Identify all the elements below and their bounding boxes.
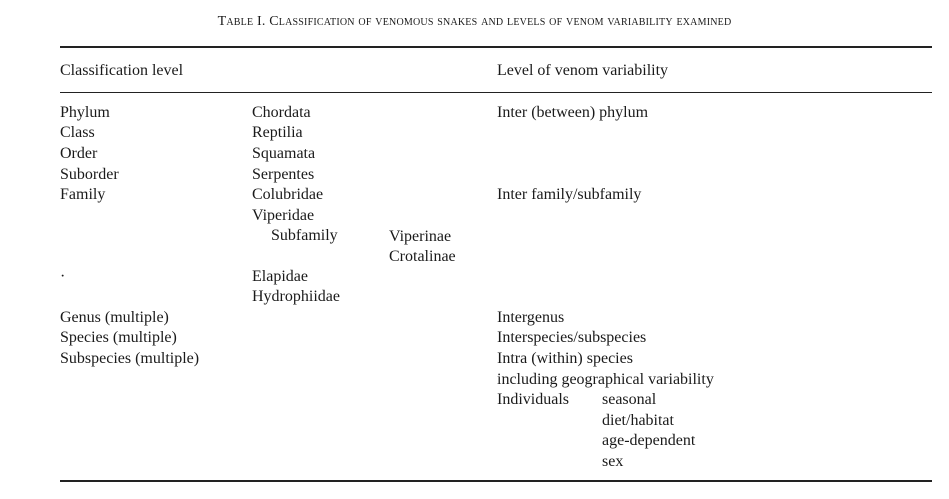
level-subspecies: Subspecies (multiple): [60, 350, 200, 367]
taxon-viperidae: Viperidae: [252, 207, 315, 224]
taxon-chordata: Chordata: [252, 104, 311, 121]
level-family: Family: [60, 186, 106, 203]
level-genus: Genus (multiple): [60, 309, 169, 326]
variability-intra: Intra (within) species: [497, 350, 633, 367]
variability-phylum: Inter (between) phylum: [497, 104, 649, 121]
taxon-hydrophiidae: Hydrophiidae: [252, 288, 340, 305]
speck-mark: ·: [60, 268, 66, 285]
header-venom-variability: Level of venom variability: [497, 62, 669, 79]
top-rule: [60, 46, 932, 48]
level-class: Class: [60, 124, 95, 141]
table-caption: Table I. Classification of venomous snakes and levels of venom variability examined: [217, 14, 732, 29]
level-order: Order: [60, 145, 98, 162]
level-species: Species (multiple): [60, 329, 177, 346]
taxon-reptilia: Reptilia: [252, 124, 303, 141]
subfamily-crotalinae: Crotalinae: [389, 248, 456, 265]
subfamily-label: Subfamily: [271, 227, 338, 244]
header-rule: [60, 92, 932, 93]
factor-seasonal: seasonal: [602, 391, 657, 408]
variability-genus: Intergenus: [497, 309, 565, 326]
taxon-serpentes: Serpentes: [252, 166, 315, 183]
bottom-rule: [60, 480, 932, 482]
variability-family: Inter family/subfamily: [497, 186, 642, 203]
level-suborder: Suborder: [60, 166, 119, 183]
factor-sex: sex: [602, 453, 624, 470]
factor-age-dependent: age-dependent: [602, 432, 696, 449]
taxon-squamata: Squamata: [252, 145, 316, 162]
header-classification-level: Classification level: [60, 62, 184, 79]
factor-diet-habitat: diet/habitat: [602, 412, 674, 429]
taxon-colubridae: Colubridae: [252, 186, 324, 203]
level-phylum: Phylum: [60, 104, 110, 121]
subfamily-viperinae: Viperinae: [389, 228, 452, 245]
variability-individuals: Individuals: [497, 391, 569, 408]
variability-species: Interspecies/subspecies: [497, 329, 647, 346]
taxon-elapidae: Elapidae: [252, 268, 308, 285]
variability-geo: including geographical variability: [497, 371, 714, 388]
